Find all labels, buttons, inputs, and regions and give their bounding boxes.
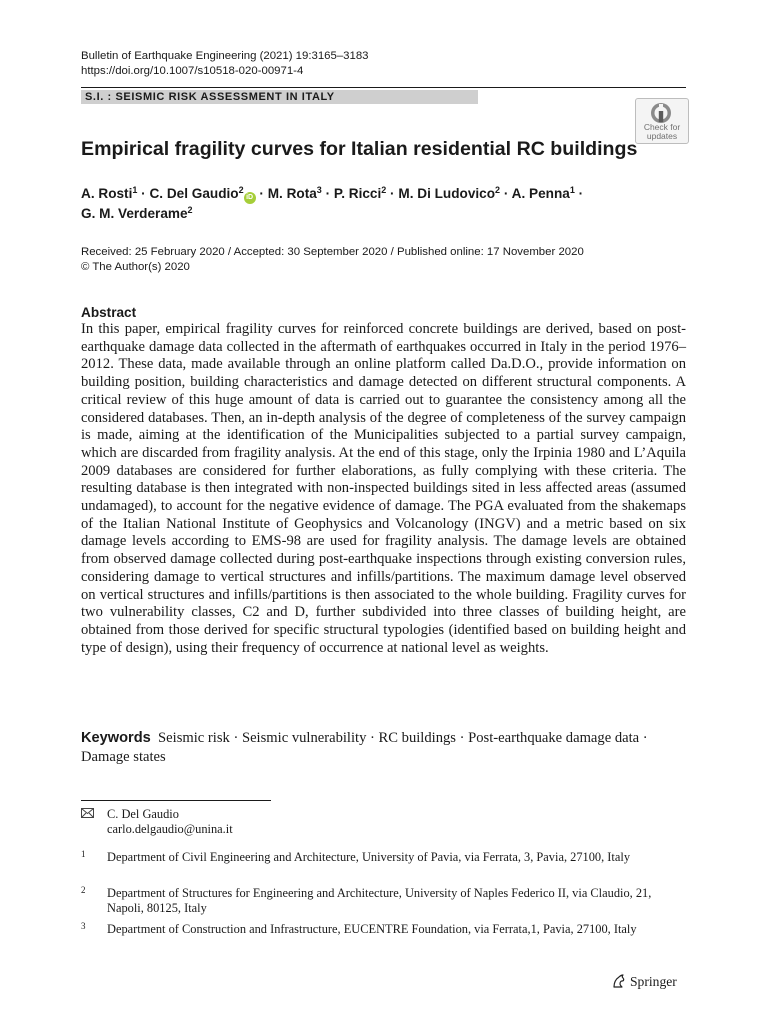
affiliation-text: Department of Civil Engineering and Architecture, University of Pavia, via Ferrata, 3, Pavia, 27100, Italy: [107, 850, 631, 864]
paper-title: Empirical fragility curves for Italian residential RC buildings: [81, 138, 638, 160]
orcid-icon[interactable]: iD: [244, 192, 256, 204]
publisher-name: Springer: [630, 974, 677, 989]
correspondence-block: [107, 807, 667, 837]
author-name[interactable]: A. Rosti: [81, 186, 133, 201]
affiliation-text: Department of Structures for Engineering and Architecture, University of Naples Federico II, via Claudio, 21, Napoli, 80125, Italy: [107, 886, 652, 916]
keywords-text: Seismic risk · Seismic vulnerability · RC buildings · Post-earthquake damage data · Damage states: [81, 730, 648, 765]
springer-logo: [611, 973, 677, 990]
author-name[interactable]: G. M. Verderame: [81, 206, 188, 221]
envelope-icon: [81, 808, 94, 818]
abstract-heading: Abstract: [81, 305, 137, 320]
doi-link[interactable]: https://doi.org/10.1007/s10518-020-00971-4: [81, 65, 304, 77]
crossmark-icon: [650, 102, 672, 124]
author-name[interactable]: C. Del Gaudio: [149, 186, 239, 201]
publication-history: Received: 25 February 2020 / Accepted: 30 September 2020 / Published online: 17 November 2020: [81, 246, 584, 258]
affiliation-mark: 2: [81, 885, 86, 895]
journal-citation: Bulletin of Earthquake Engineering (2021) 19:3165–3183: [81, 50, 369, 62]
badge-line-2: updates: [646, 131, 678, 141]
author-affiliation-mark: 2: [187, 205, 193, 215]
keywords-label: Keywords: [81, 730, 151, 746]
author-name[interactable]: M. Rota: [267, 186, 317, 201]
publication-dates: [81, 245, 584, 275]
author-affiliation-mark: 3: [316, 185, 322, 195]
author-name[interactable]: P. Ricci: [333, 186, 382, 201]
author-list: A. Rosti$^1$ · C. Del Gaudio$^2$iD · M. Rota$^3$ · P. Ricci$^2$ · M. Di Ludovico$^2$ · A. Penna$^1$ · G. M. Verderame$^2$: [81, 185, 584, 221]
springer-horse-icon: [611, 973, 627, 989]
correspondence-name: C. Del Gaudio: [107, 807, 179, 821]
check-for-updates-badge[interactable]: [635, 98, 689, 144]
header-rule: [81, 87, 686, 88]
copyright-line: © The Author(s) 2020: [81, 261, 190, 273]
correspondence-email[interactable]: carlo.delgaudio@unina.it: [107, 822, 233, 837]
badge-line-1: Check for: [643, 122, 681, 132]
author-name[interactable]: A. Penna: [511, 186, 570, 201]
author-affiliation-mark: 1: [132, 185, 138, 195]
abstract-body: In this paper, empirical fragility curves for reinforced concrete buildings are derived, based on post-earthquake damage data collected in the aftermath of earthquakes occurred in Italy in the period 1976–2012. These data, made available through an online platform called Da.D.O., provide information on building position, building characteristics and damage detected on different structural components. A critical review of this huge amount of data is carried out to guarantee the consistency among all the considered databases. Then, an in-depth analysis of the degree of completeness of the survey campaign is made, aiming at the identification of the Municipalities subjected to a partial survey campaign, which are discarded from fragility analysis. At the end of this stage, only the Irpinia 1980 and L’Aquila 2009 databases are considered for further elaborations, as fully complying with these criteria. The resulting database is then integrated with non-inspected buildings sited in less affected areas (assumed undamaged), to account for the negative evidence of damage. The PGA evaluated from the shakemaps of the Italian National Institute of Geophysics and Volcanology (INGV) and a metric based on six damage levels according to EMS-98 are used for fragility analysis. The damage levels are obtained from observed damage collected during post-earthquake inspections through existing conversion rules, considering damage to vertical structures and infills/partitions. The maximum damage level observed on vertical structures and infills/partitions is then associated to the whole building. Fragility curves for two vulnerability classes, C2 and D, further subdivided into three classes of building height, are obtained from those derived for specific structural typologies (identified based on building height and type of design), using their frequency of occurrence at national level as weights.: [81, 321, 686, 656]
author-affiliation-mark: 2: [238, 185, 244, 195]
author-affiliation-mark: 1: [569, 185, 575, 195]
footnote-rule: [81, 800, 271, 801]
special-issue-band: S.I. : SEISMIC RISK ASSESSMENT IN ITALY: [81, 90, 478, 104]
author-affiliation-mark: 2: [381, 185, 387, 195]
affiliation-mark: 3: [81, 921, 86, 931]
author-affiliation-mark: 2: [495, 185, 501, 195]
affiliation-mark: 1: [81, 849, 86, 859]
keywords: [81, 729, 686, 766]
affiliation-text: Department of Construction and Infrastructure, EUCENTRE Foundation, via Ferrata,1, Pavia, 27100, Italy: [107, 922, 637, 936]
author-name[interactable]: M. Di Ludovico: [398, 186, 496, 201]
journal-citation-block: [81, 49, 369, 79]
